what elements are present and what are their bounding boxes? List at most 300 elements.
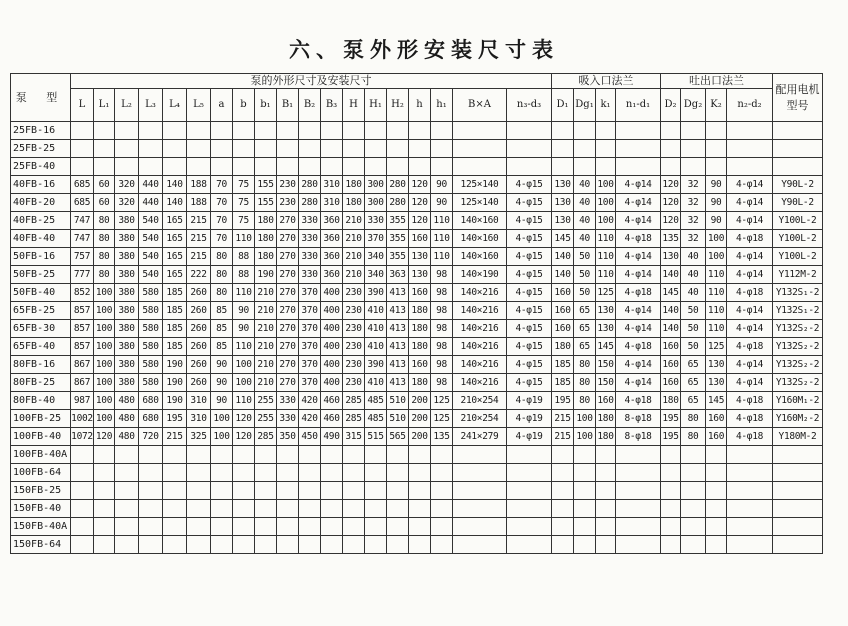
table-cell: 4-φ15: [507, 356, 552, 374]
table-cell: 160: [661, 338, 681, 356]
table-cell: 4-φ14: [727, 356, 773, 374]
table-cell: 4-φ15: [507, 212, 552, 230]
table-cell: 4-φ18: [727, 338, 773, 356]
table-cell: 100: [596, 212, 616, 230]
table-cell: 100: [596, 194, 616, 212]
table-cell: 80: [574, 356, 596, 374]
table-cell: [139, 536, 163, 554]
table-cell: 4-φ15: [507, 320, 552, 338]
table-cell: 195: [552, 392, 574, 410]
table-cell: 140: [163, 176, 187, 194]
table-cell: 410: [365, 338, 387, 356]
table-cell: [773, 446, 823, 464]
table-cell: 270: [277, 248, 299, 266]
table-cell: [365, 482, 387, 500]
table-cell: 210: [255, 374, 277, 392]
table-cell: [139, 158, 163, 176]
table-cell: 270: [277, 230, 299, 248]
subheader-cell: D₂: [661, 89, 681, 122]
table-cell: 110: [596, 248, 616, 266]
table-cell: [139, 140, 163, 158]
table-cell: 100: [596, 176, 616, 194]
table-cell: [233, 140, 255, 158]
table-cell: 190: [163, 392, 187, 410]
table-cell: [453, 500, 507, 518]
table-cell: [574, 158, 596, 176]
table-cell: [616, 122, 661, 140]
table-cell: [211, 140, 233, 158]
table-cell: 310: [187, 410, 211, 428]
table-cell: 260: [187, 338, 211, 356]
table-cell: [706, 122, 727, 140]
table-cell: 80: [94, 266, 115, 284]
table-cell: 330: [299, 248, 321, 266]
table-cell: 120: [409, 212, 431, 230]
table-cell: 330: [365, 212, 387, 230]
table-cell: [387, 446, 409, 464]
table-cell: [211, 518, 233, 536]
table-cell: 4-φ18: [616, 230, 661, 248]
table-cell: 4-φ14: [727, 212, 773, 230]
table-cell: 80: [211, 284, 233, 302]
table-cell: [661, 518, 681, 536]
table-cell: [507, 518, 552, 536]
table-cell: [71, 500, 94, 518]
table-cell: 180: [255, 212, 277, 230]
table-cell: [365, 500, 387, 518]
table-cell: 75: [233, 212, 255, 230]
table-cell: [233, 518, 255, 536]
table-cell: 315: [343, 428, 365, 446]
table-row: [11, 266, 823, 284]
table-cell: 60: [94, 176, 115, 194]
table-cell: 4-φ19: [507, 392, 552, 410]
table-cell: 210×254: [453, 410, 507, 428]
table-cell: [552, 464, 574, 482]
table-cell: 510: [387, 410, 409, 428]
table-cell: 370: [365, 230, 387, 248]
table-cell: 40: [681, 248, 706, 266]
table-cell: 260: [187, 302, 211, 320]
table-cell: 4-φ15: [507, 374, 552, 392]
table-cell: [94, 140, 115, 158]
table-cell: 98: [431, 320, 453, 338]
table-cell: 130: [661, 248, 681, 266]
table-cell: 330: [299, 230, 321, 248]
table-cell: [365, 122, 387, 140]
table-row: [11, 428, 823, 446]
table-cell: 160: [661, 374, 681, 392]
table-cell: 125: [431, 410, 453, 428]
subheader-cell: Dg₁: [574, 89, 596, 122]
subheader-cell: k₁: [596, 89, 616, 122]
table-cell: 230: [277, 194, 299, 212]
table-cell: 460: [321, 410, 343, 428]
table-cell: 370: [299, 302, 321, 320]
table-cell: 75: [233, 194, 255, 212]
table-cell: [387, 518, 409, 536]
table-cell: [115, 500, 139, 518]
table-row: [11, 230, 823, 248]
table-cell: 150: [596, 374, 616, 392]
table-cell: Y160M₁-2: [773, 392, 823, 410]
table-cell: 88: [233, 266, 255, 284]
table-cell: 4-φ19: [507, 410, 552, 428]
table-cell: 1072: [71, 428, 94, 446]
table-cell: [321, 536, 343, 554]
table-cell: 310: [321, 176, 343, 194]
table-cell: [139, 464, 163, 482]
table-cell: [727, 122, 773, 140]
table-cell: [661, 464, 681, 482]
table-cell: 380: [115, 266, 139, 284]
table-cell: 4-φ15: [507, 266, 552, 284]
table-cell: 140×160: [453, 230, 507, 248]
table-cell: [277, 446, 299, 464]
table-cell: 580: [139, 338, 163, 356]
subheader-cell: B₃: [321, 89, 343, 122]
table-cell: [71, 122, 94, 140]
table-cell: [115, 446, 139, 464]
header-group-motor: 配用电机型号: [773, 74, 823, 122]
table-cell: 130: [552, 212, 574, 230]
table-cell: [71, 536, 94, 554]
table-cell: 360: [321, 248, 343, 266]
table-cell: Y100L-2: [773, 212, 823, 230]
table-cell: [681, 122, 706, 140]
table-cell: [706, 140, 727, 158]
table-cell: 40: [574, 212, 596, 230]
table-cell: 145: [552, 230, 574, 248]
table-cell: 80: [94, 248, 115, 266]
table-cell: [365, 518, 387, 536]
table-cell: [773, 140, 823, 158]
table-cell: 285: [343, 392, 365, 410]
subheader-cell: L₅: [187, 89, 211, 122]
table-cell: [187, 140, 211, 158]
table-cell: [299, 536, 321, 554]
table-cell: [596, 446, 616, 464]
table-cell: 413: [387, 338, 409, 356]
table-cell: 110: [596, 230, 616, 248]
table-cell: [211, 536, 233, 554]
table-cell: [431, 140, 453, 158]
table-cell: 110: [431, 230, 453, 248]
table-cell: 90: [233, 302, 255, 320]
table-cell: [139, 482, 163, 500]
table-cell: 100: [233, 356, 255, 374]
table-cell: 80: [211, 266, 233, 284]
subheader-cell: Dg₂: [681, 89, 706, 122]
table-cell: 190: [163, 356, 187, 374]
page-title: 六、泵外形安装尺寸表: [289, 38, 559, 62]
table-cell: [507, 464, 552, 482]
table-cell: 355: [387, 248, 409, 266]
table-cell: 580: [139, 302, 163, 320]
table-cell: 160: [706, 428, 727, 446]
table-cell: [507, 446, 552, 464]
table-cell: [409, 464, 431, 482]
table-cell: 270: [277, 338, 299, 356]
table-cell: 140: [661, 302, 681, 320]
pump-model-cell: 100FB-40: [11, 428, 71, 446]
table-cell: [187, 518, 211, 536]
table-cell: 160: [661, 356, 681, 374]
table-cell: [727, 482, 773, 500]
table-cell: 285: [343, 410, 365, 428]
table-cell: 757: [71, 248, 94, 266]
table-row: [11, 140, 823, 158]
table-cell: [139, 518, 163, 536]
table-cell: [163, 500, 187, 518]
table-cell: 380: [115, 374, 139, 392]
table-cell: Y112M-2: [773, 266, 823, 284]
table-cell: [409, 536, 431, 554]
table-cell: [277, 482, 299, 500]
table-cell: 110: [706, 320, 727, 338]
table-cell: [661, 536, 681, 554]
table-cell: [94, 464, 115, 482]
table-cell: 777: [71, 266, 94, 284]
table-cell: 580: [139, 356, 163, 374]
table-cell: 685: [71, 176, 94, 194]
table-cell: [773, 158, 823, 176]
table-cell: [552, 518, 574, 536]
table-cell: 120: [409, 194, 431, 212]
table-cell: 135: [661, 230, 681, 248]
table-cell: 867: [71, 374, 94, 392]
table-cell: [596, 500, 616, 518]
table-cell: 280: [299, 194, 321, 212]
table-cell: 215: [187, 248, 211, 266]
table-cell: 400: [321, 338, 343, 356]
table-cell: [616, 464, 661, 482]
table-cell: 155: [255, 194, 277, 212]
table-cell: 180: [409, 302, 431, 320]
pump-model-cell: 50FB-25: [11, 266, 71, 284]
table-cell: 140: [163, 194, 187, 212]
table-cell: [507, 482, 552, 500]
table-cell: 215: [552, 410, 574, 428]
table-cell: 130: [409, 248, 431, 266]
table-cell: 380: [115, 320, 139, 338]
table-cell: 413: [387, 356, 409, 374]
table-cell: 85: [211, 338, 233, 356]
table-cell: 85: [211, 302, 233, 320]
table-cell: 140: [661, 320, 681, 338]
table-cell: 195: [661, 410, 681, 428]
table-cell: [233, 500, 255, 518]
table-cell: 270: [277, 212, 299, 230]
table-cell: [574, 536, 596, 554]
table-cell: [255, 158, 277, 176]
table-cell: 90: [211, 374, 233, 392]
table-row: [11, 122, 823, 140]
subheader-cell: H₁: [365, 89, 387, 122]
table-cell: 480: [115, 392, 139, 410]
table-cell: 355: [387, 212, 409, 230]
table-cell: 340: [365, 266, 387, 284]
table-cell: Y132S₁-2: [773, 284, 823, 302]
table-cell: 100: [706, 248, 727, 266]
subheader-cell: L₃: [139, 89, 163, 122]
table-cell: [299, 140, 321, 158]
table-cell: [71, 140, 94, 158]
table-cell: 580: [139, 320, 163, 338]
table-cell: 80: [211, 248, 233, 266]
table-cell: 210: [255, 284, 277, 302]
table-cell: 200: [409, 392, 431, 410]
table-cell: [115, 536, 139, 554]
table-cell: 120: [661, 176, 681, 194]
table-cell: 130: [552, 194, 574, 212]
table-cell: 100: [94, 284, 115, 302]
table-cell: 40: [681, 284, 706, 302]
table-cell: 180: [409, 320, 431, 338]
subheader-cell: h₁: [431, 89, 453, 122]
table-cell: 485: [365, 392, 387, 410]
table-cell: 80: [681, 428, 706, 446]
table-cell: 65: [574, 302, 596, 320]
table-cell: [94, 122, 115, 140]
table-cell: 390: [365, 284, 387, 302]
table-cell: 4-φ15: [507, 284, 552, 302]
table-row: [11, 320, 823, 338]
dimension-table: [10, 73, 823, 554]
table-cell: 270: [277, 284, 299, 302]
table-cell: [343, 536, 365, 554]
table-cell: [616, 482, 661, 500]
pump-model-cell: 80FB-16: [11, 356, 71, 374]
table-cell: [574, 446, 596, 464]
table-cell: [343, 500, 365, 518]
table-cell: 4-φ14: [727, 320, 773, 338]
subheader-cell: n₂-d₂: [727, 89, 773, 122]
table-cell: 98: [431, 356, 453, 374]
table-cell: [94, 482, 115, 500]
table-cell: 180: [409, 338, 431, 356]
table-cell: [706, 446, 727, 464]
table-cell: 747: [71, 230, 94, 248]
table-cell: 180: [343, 176, 365, 194]
table-cell: 98: [431, 374, 453, 392]
table-cell: [596, 464, 616, 482]
table-cell: [507, 500, 552, 518]
table-cell: [773, 122, 823, 140]
table-cell: 90: [211, 392, 233, 410]
table-cell: 230: [343, 284, 365, 302]
table-cell: 580: [139, 374, 163, 392]
table-cell: 4-φ14: [727, 176, 773, 194]
table-cell: [321, 122, 343, 140]
table-cell: 188: [187, 176, 211, 194]
table-cell: [616, 158, 661, 176]
pump-model-cell: 40FB-20: [11, 194, 71, 212]
table-cell: [139, 500, 163, 518]
table-row: [11, 410, 823, 428]
table-cell: 320: [115, 194, 139, 212]
table-cell: 110: [233, 284, 255, 302]
table-cell: [727, 464, 773, 482]
table-cell: 120: [94, 428, 115, 446]
table-cell: 85: [211, 320, 233, 338]
table-cell: 185: [163, 284, 187, 302]
table-cell: 80: [574, 392, 596, 410]
table-cell: 100: [574, 410, 596, 428]
table-row: [11, 374, 823, 392]
table-cell: [409, 482, 431, 500]
header-group-dims: 泵的外形尺寸及安装尺寸: [71, 74, 552, 89]
table-cell: [163, 518, 187, 536]
subheader-cell: L₁: [94, 89, 115, 122]
table-cell: 413: [387, 374, 409, 392]
table-cell: 270: [277, 266, 299, 284]
table-cell: 165: [163, 248, 187, 266]
subheader-cell: K₂: [706, 89, 727, 122]
table-cell: 680: [139, 392, 163, 410]
table-cell: [299, 464, 321, 482]
table-cell: 70: [211, 194, 233, 212]
table-cell: [661, 446, 681, 464]
table-cell: 4-φ14: [727, 302, 773, 320]
table-cell: [431, 518, 453, 536]
table-cell: 370: [299, 338, 321, 356]
table-cell: 180: [552, 338, 574, 356]
table-cell: [409, 446, 431, 464]
table-cell: [299, 482, 321, 500]
table-cell: 230: [343, 338, 365, 356]
table-cell: 210: [255, 338, 277, 356]
table-cell: 852: [71, 284, 94, 302]
table-cell: 180: [255, 230, 277, 248]
subheader-cell: B₁: [277, 89, 299, 122]
table-cell: 100: [233, 374, 255, 392]
table-cell: [661, 482, 681, 500]
table-row: [11, 518, 823, 536]
table-cell: [453, 158, 507, 176]
table-cell: [71, 158, 94, 176]
table-cell: 4-φ14: [727, 374, 773, 392]
table-cell: 195: [661, 428, 681, 446]
table-cell: 165: [163, 230, 187, 248]
table-cell: 215: [163, 428, 187, 446]
table-cell: 160: [596, 392, 616, 410]
table-cell: [552, 140, 574, 158]
table-cell: 125×140: [453, 194, 507, 212]
pump-model-cell: 25FB-25: [11, 140, 71, 158]
table-cell: 160: [409, 230, 431, 248]
table-cell: 160: [552, 302, 574, 320]
table-cell: 65: [681, 392, 706, 410]
table-cell: [453, 536, 507, 554]
table-cell: [139, 446, 163, 464]
table-cell: [211, 122, 233, 140]
table-cell: 4-φ14: [616, 176, 661, 194]
table-cell: [321, 518, 343, 536]
table-cell: [163, 446, 187, 464]
table-cell: 90: [211, 356, 233, 374]
table-cell: 400: [321, 374, 343, 392]
table-cell: [343, 464, 365, 482]
table-cell: 370: [299, 284, 321, 302]
table-cell: 200: [409, 428, 431, 446]
table-cell: [431, 482, 453, 500]
table-cell: [115, 464, 139, 482]
table-cell: [343, 482, 365, 500]
table-cell: 8-φ18: [616, 410, 661, 428]
header-group-inlet: 吸入口法兰: [552, 74, 661, 89]
subheader-cell: H: [343, 89, 365, 122]
